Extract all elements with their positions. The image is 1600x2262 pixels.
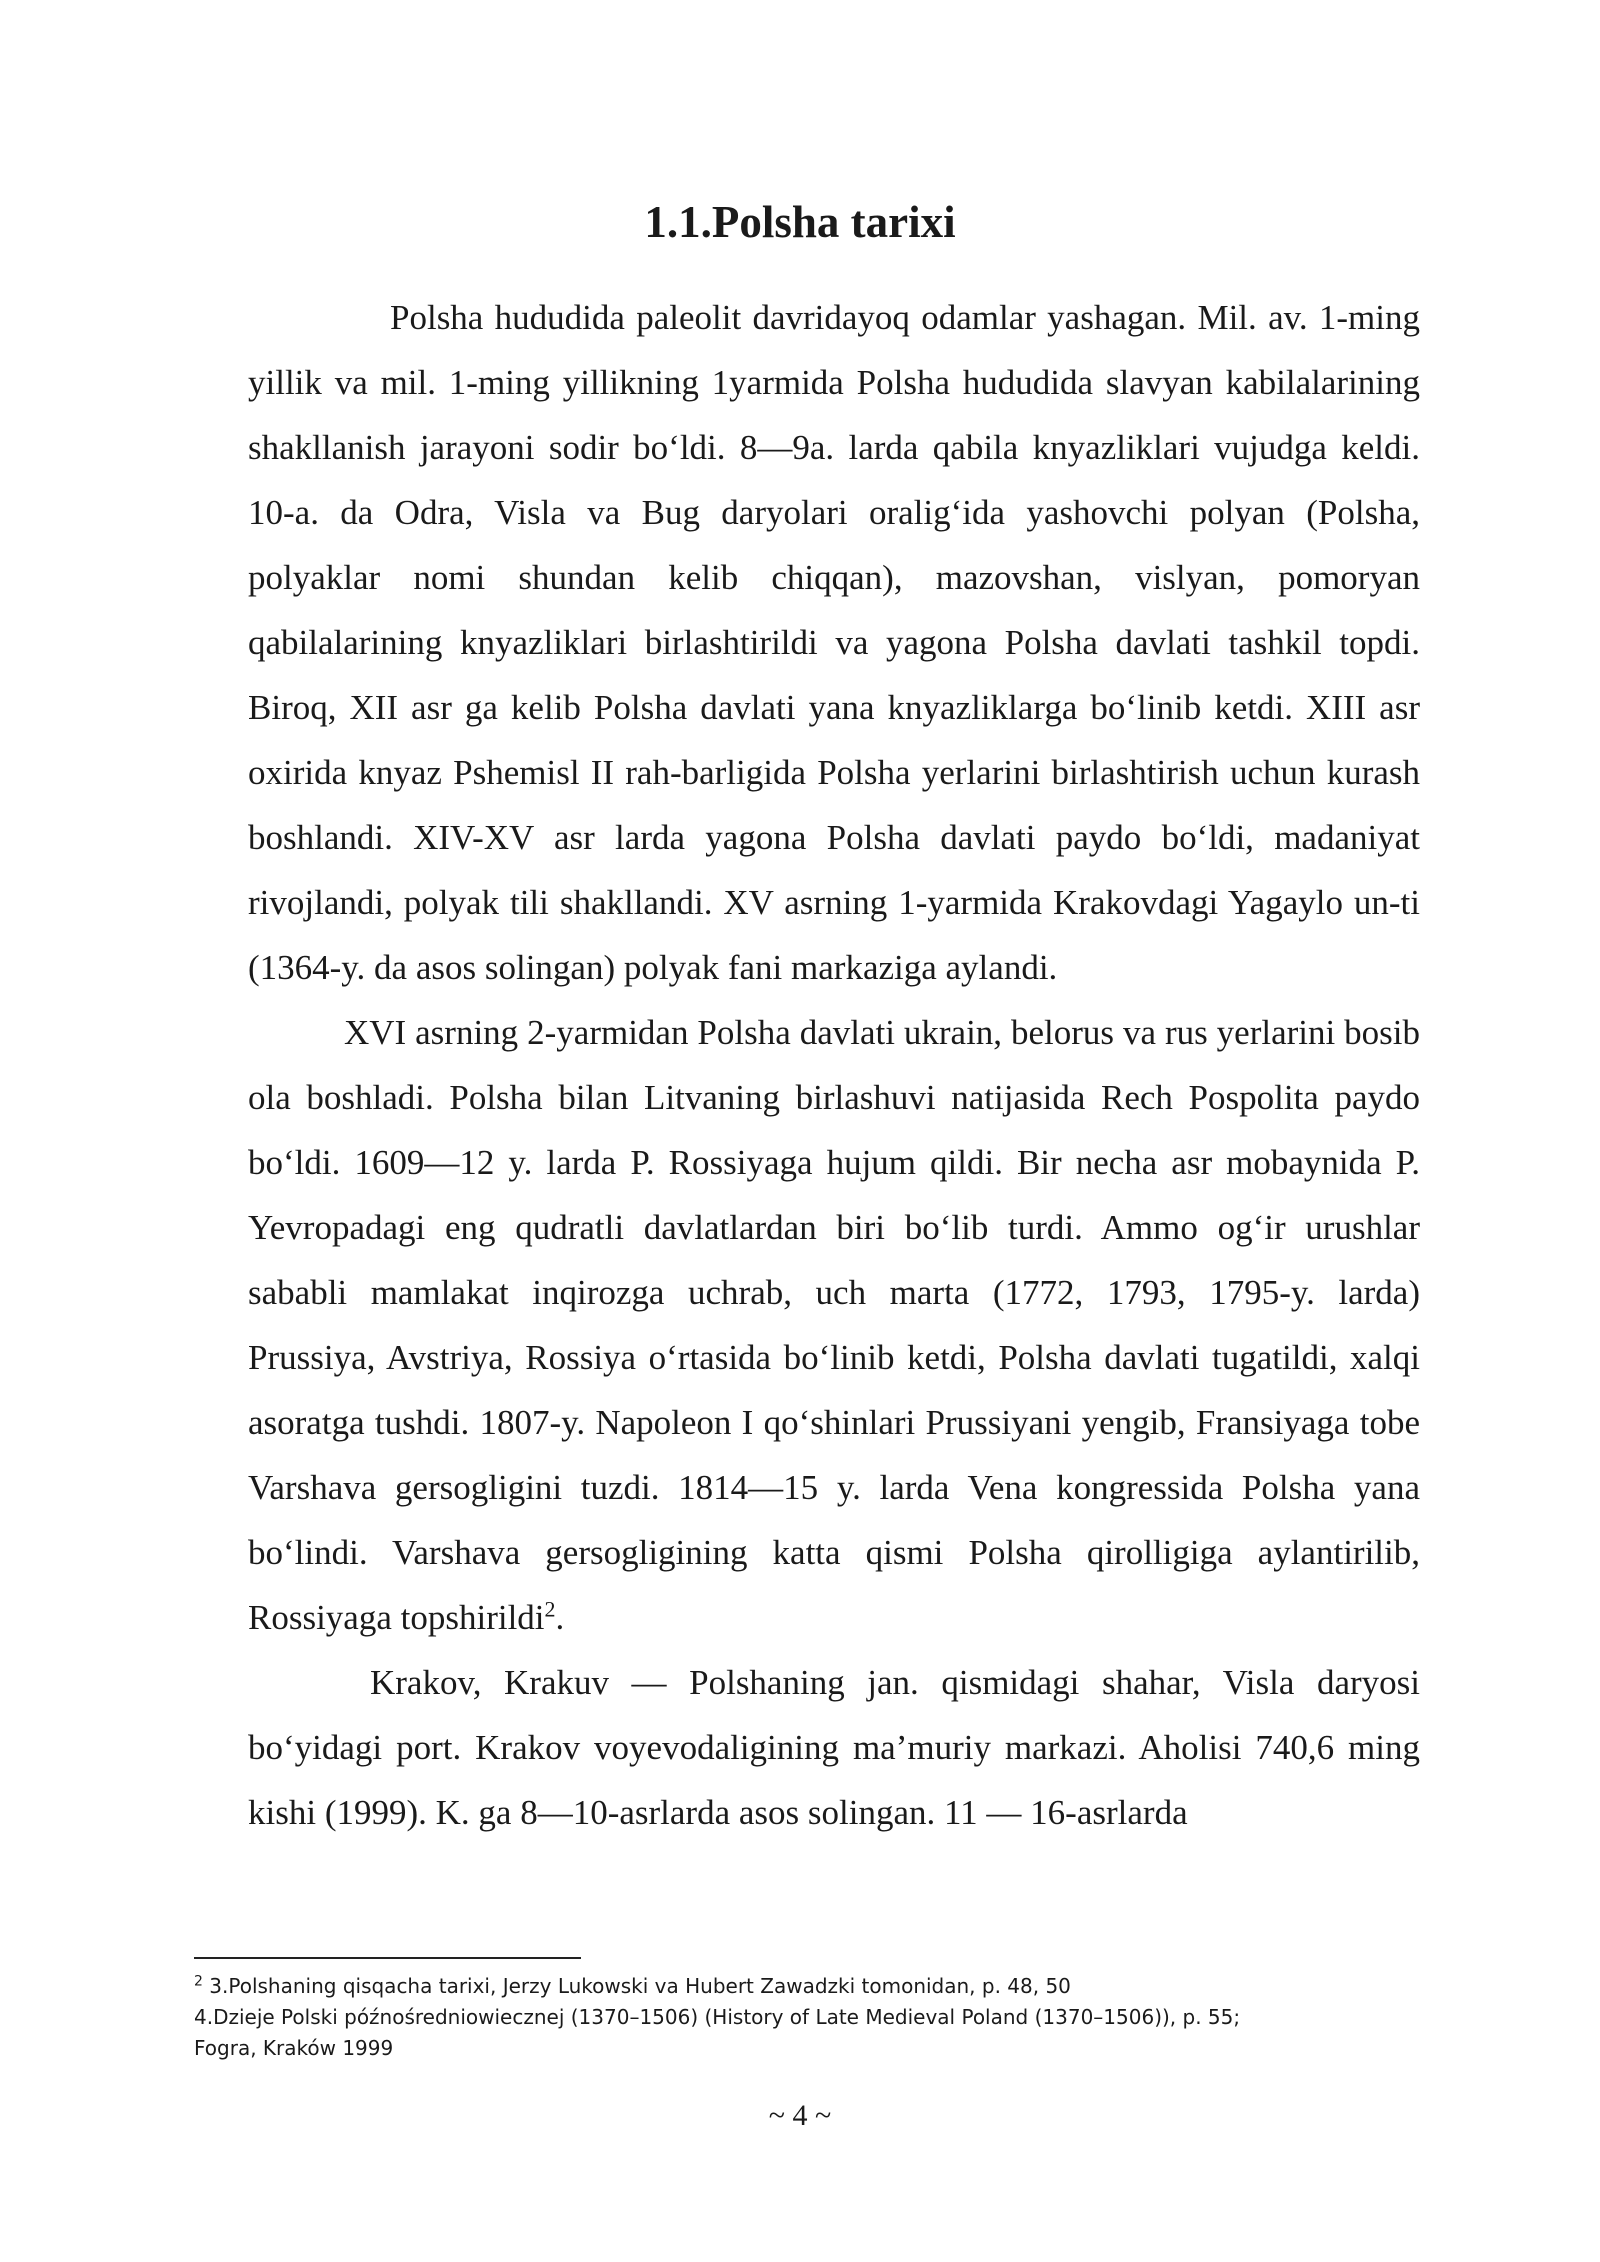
page-number: ~ 4 ~	[768, 2099, 832, 2132]
footnote-marker: 2	[194, 1973, 203, 1990]
paragraph-rech-pospolita	[248, 1000, 1420, 1650]
footnote-text: 3.Polshaning qisqacha tarixi, Jerzy Lukowski va Hubert Zawadzki tomonidan, p. 48, 50	[202, 1974, 1071, 1998]
footnote-separator	[194, 1957, 581, 1959]
footnote-reference[interactable]: 2	[544, 1596, 556, 1622]
footnote-line: Fogra, Kraków 1999	[194, 2036, 394, 2060]
footnotes	[194, 1971, 1434, 2064]
body-text	[248, 285, 1420, 1845]
paragraph-history-origins: Polsha hududida paleolit davridayoq odamlar yashagan. Mil. av. 1-ming yillik va mil. 1-ming yillikning 1yarmida Polsha hududida slavyan kabilalarining shakllanish jarayoni sodir bo‘ldi. 8—9a. larda qabila knyazliklari vujudga keldi. 10-a. da Odra, Visla va Bug daryolari oralig‘ida yashovchi polyan (Polsha, polyaklar nomi shundan kelib chiqqan), mazovshan, vislyan, pomoryan qabilalarining knyazliklari birlashtirildi va yagona Polsha davlati tashkil topdi. Biroq, XII asr ga kelib Polsha davlati yana knyazliklarga bo‘linib ketdi. XIII asr oxirida knyaz Pshemisl II rah-barligida Polsha yerlarini birlashtirish uchun kurash boshlandi. XIV-XV asr larda yagona Polsha davlati paydo bo‘ldi, madaniyat rivojlandi, polyak tili shakllandi. XV asrning 1-yarmida Krakovdagi Yagaylo un-ti (1364-y. da asos solingan) polyak fani markaziga aylandi.	[248, 298, 1420, 987]
footnote-line: 4.Dzieje Polski późnośredniowiecznej (1370–1506) (History of Late Medieval Poland (1370–1506)), p. 55;	[194, 2005, 1241, 2029]
section-title: 1.1.Polsha tarixi	[644, 197, 956, 247]
paragraph-end: .	[555, 1598, 565, 1637]
paragraph-krakow: Krakov, Krakuv — Polshaning jan. qismidagi shahar, Visla daryosi bo‘yidagi port. Krakov voyevodaligining ma’muriy markazi. Aholisi 740,6 ming kishi (1999). K. ga 8—10-asrlarda asos solingan. 11 — 16-asrlarda	[248, 1663, 1420, 1832]
paragraph-text: XVI asrning 2-yarmidan Polsha davlati ukrain, belorus va rus yerlarini bosib ola boshladi. Polsha bilan Litvaning birlashuvi natijasida Rech Pospolita paydo bo‘ldi. 1609—12 y. larda P. Rossiyaga hujum qildi. Bir necha asr mobaynida P. Yevropadagi eng qudratli davlatlardan biri bo‘lib turdi. Ammo og‘ir urushlar sababli mamlakat inqirozga uchrab, uch marta (1772, 1793, 1795-y. larda) Prussiya, Avstriya, Rossiya o‘rtasida bo‘linib ketdi, Polsha davlati tugatildi, xalqi asoratga tushdi. 1807-y. Napoleon I qo‘shinlari Prussiyani yengib, Fransiyaga tobe Varshava gersogligini tuzdi. 1814—15 y. larda Vena kongressida Polsha yana bo‘lindi. Varshava gersogligining katta qismi Polsha qirolligiga aylantirilib, Rossiyaga topshirildi	[248, 1013, 1420, 1637]
footnote-line	[194, 1971, 1434, 2002]
